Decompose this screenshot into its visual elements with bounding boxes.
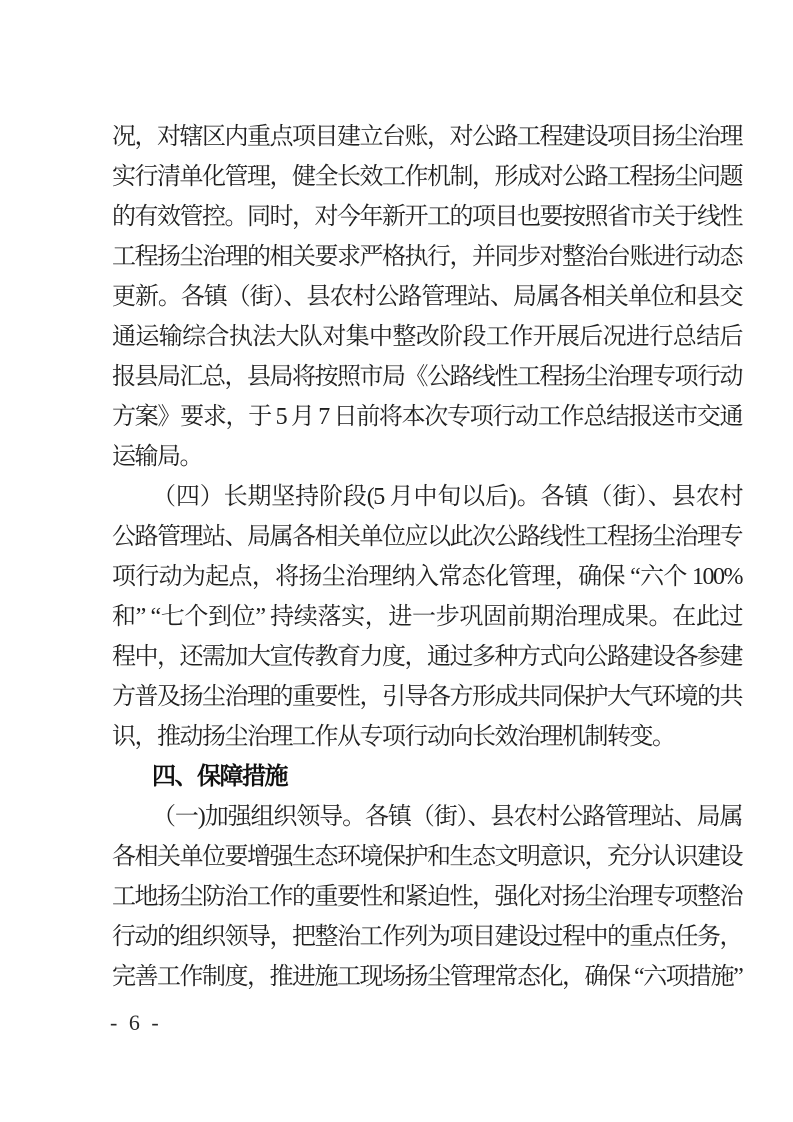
page-number: - 6 - (110, 1010, 162, 1035)
text-line: 工程扬尘治理的相关要求严格执行，并同步对整治台账进行动态 (112, 244, 742, 270)
text-line: 的有效管控。同时，对今年新开工的项目也要按照省市关于线性 (112, 204, 742, 230)
text-line: 通运输综合执法大队对集中整改阶段工作开展后况进行总结后 (112, 324, 742, 350)
text-line: 方普及扬尘治理的重要性，引导各方形成共同保护大气环境的共 (112, 684, 742, 710)
text-line: 公路管理站、局属各相关单位应以此次公路线性工程扬尘治理专 (112, 524, 742, 550)
text-line: 实行清单化管理，健全长效工作机制，形成对公路工程扬尘问题 (112, 164, 742, 190)
text-line: 工地扬尘防治工作的重要性和紧迫性，强化对扬尘治理专项整治 (112, 884, 742, 910)
text-line: 运输局。 (112, 444, 202, 470)
text-line: 识，推动扬尘治理工作从专项行动向长效治理机制转变。 (112, 724, 675, 750)
text-line: （一)加强组织领导。各镇（街）、县农村公路管理站、局属 (152, 804, 742, 830)
paragraph-stage-four (112, 477, 742, 757)
text-line: 完善工作制度，推进施工现场扬尘管理常态化，确保 “六项措施” (112, 964, 743, 990)
text-line: 报县局汇总，县局将按照市局《公路线性工程扬尘治理专项行动 (112, 364, 742, 390)
text-line: 况，对辖区内重点项目建立台账，对公路工程建设项目扬尘治理 (112, 124, 742, 150)
section-heading: 四、保障措施 (152, 763, 287, 790)
text-line: 和” “七个到位” 持续落实，进一步巩固前期治理成果。在此过 (112, 604, 742, 630)
paragraph-org-leadership (112, 797, 742, 997)
text-line: 方案》要求，于 5 月 7 日前将本次专项行动工作总结报送市交通 (112, 404, 742, 430)
text-line: 行动的组织领导，把整治工作列为项目建设过程中的重点任务， (112, 924, 742, 950)
document-text-block (112, 117, 742, 997)
text-line: 更新。各镇（街）、县农村公路管理站、局属各相关单位和县交 (112, 284, 742, 310)
text-line: 程中，还需加大宣传教育力度，通过多种方式向公路建设各参建 (112, 644, 742, 670)
text-line: （四）长期坚持阶段(5 月中旬以后)。各镇（街）、县农村 (152, 484, 742, 510)
text-line: 项行动为起点，将扬尘治理纳入常态化管理，确保 “六个 100% (112, 564, 742, 590)
text-line: 各相关单位要增强生态环境保护和生态文明意识，充分认识建设 (112, 844, 742, 870)
paragraph-continuation (112, 117, 742, 477)
